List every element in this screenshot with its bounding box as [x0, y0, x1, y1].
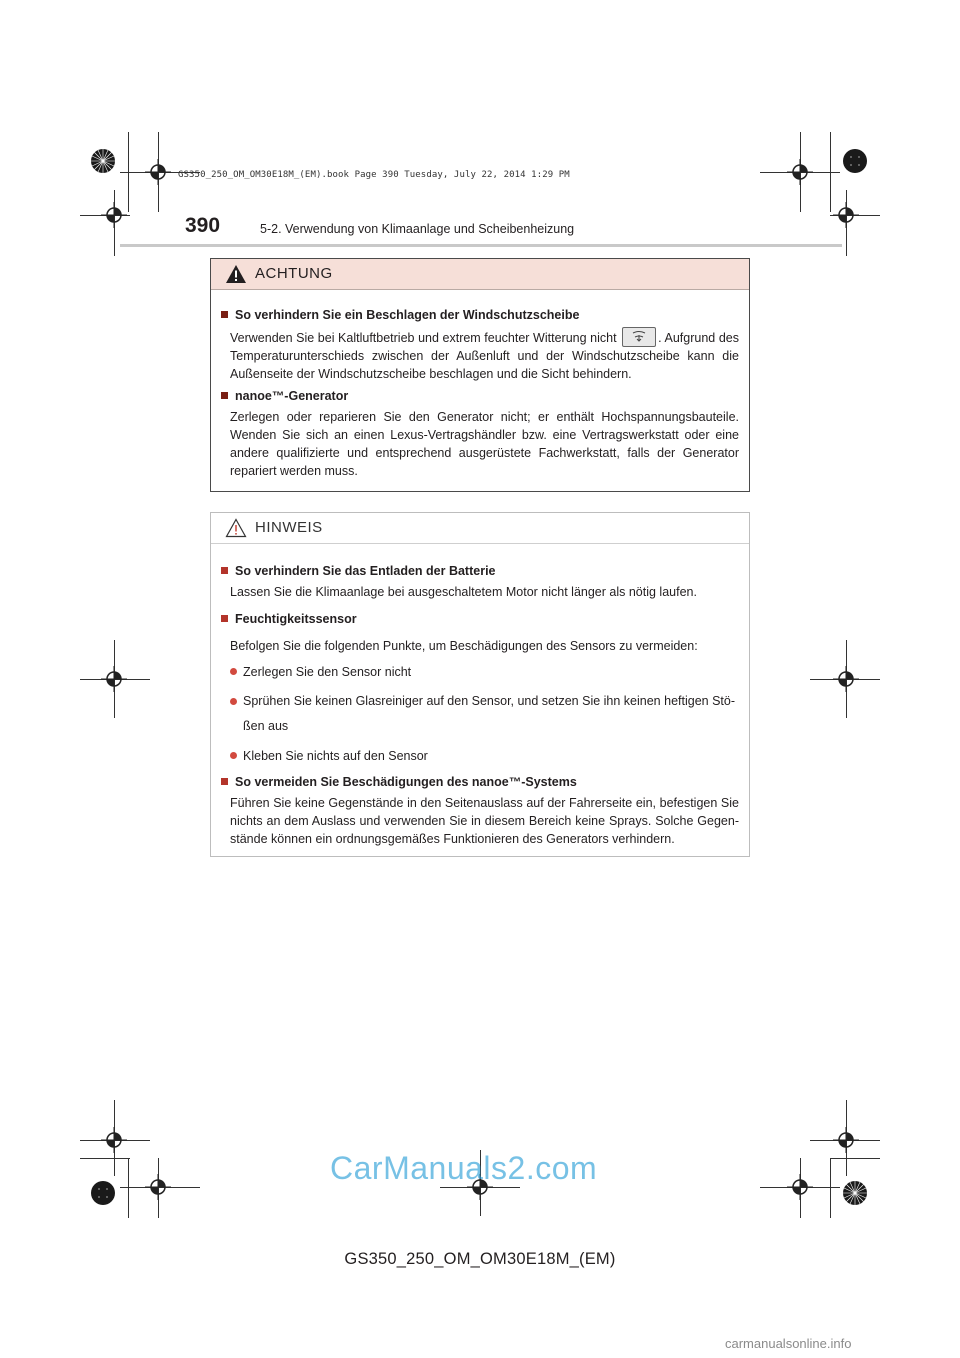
square-bullet-icon [221, 615, 228, 622]
round-bullet-icon [230, 698, 237, 705]
warning-label: ACHTUNG [255, 265, 333, 282]
dot-target-icon [842, 148, 868, 174]
warning-item-title: nanoe™-Generator [221, 387, 739, 405]
registration-mark-icon [101, 202, 127, 228]
notice-item-text: Lassen Sie die Klimaanlage bei ausgeschaltetem Motor nicht länger als nötig laufen. [230, 585, 697, 599]
notice-box [210, 512, 750, 857]
page-number: 390 [185, 214, 221, 237]
notice-item-title: So vermeiden Sie Beschädigungen des nanoe™-Systems [221, 773, 739, 791]
warning-triangle-icon [225, 264, 247, 284]
round-bullet-icon [230, 752, 237, 759]
square-bullet-icon [221, 392, 228, 399]
warning-content [211, 290, 749, 480]
star-target-icon [842, 1180, 868, 1206]
warning-item-text: Zerlegen oder reparieren Sie den Generator nicht; er enthält Hochspannungsbauteile. Wenden Sie sich an einen Lexus-Vertragshändler bzw. eine Vertragswerkstatt oder eine andere qualifizierte und entsprechend ausgerüstete Fachwerkstatt, falls der Generator repariert werden muss. [230, 410, 739, 478]
dot-target-icon [90, 1180, 116, 1206]
square-bullet-icon [221, 778, 228, 785]
notice-item-text: Führen Sie keine Gegenstände in den Seitenauslass auf der Fahrerseite ein, befestigen Sie nichts an dem Auslass und verwenden Sie in diesem Bereich keine Sprays. Solche Gegen-stände können ein ordnungsgemäßes Funktionieren des Generators verhindern. [230, 796, 739, 846]
registration-mark-icon [833, 1127, 859, 1153]
registration-mark-icon [101, 1127, 127, 1153]
windshield-defogger-button-icon [622, 327, 656, 347]
notice-item-text: Befolgen Sie die folgenden Punkte, um Beschädigungen des Sensors zu vermeiden: [230, 639, 698, 653]
list-item: Sprühen Sie keinen Glasreiniger auf den Sensor, und setzen Sie ihn keinen heftigen Stö-ßen aus [221, 689, 739, 739]
square-bullet-icon [221, 311, 228, 318]
book-info-line: GS350_250_OM_OM30E18M_(EM).book Page 390 Tuesday, July 22, 2014 1:29 PM [178, 170, 570, 180]
registration-mark-icon [101, 666, 127, 692]
footer-document-code: GS350_250_OM_OM30E18M_(EM) [344, 1250, 616, 1268]
notice-item-title: Feuchtigkeitssensor [221, 610, 739, 628]
registration-mark-icon [787, 1174, 813, 1200]
notice-header [211, 513, 749, 544]
section-title: 5-2. Verwendung von Klimaanlage und Scheibenheizung [260, 222, 575, 236]
registration-mark-icon [833, 202, 859, 228]
round-bullet-icon [230, 668, 237, 675]
star-target-icon [90, 148, 116, 174]
warning-header [211, 259, 749, 290]
square-bullet-icon [221, 567, 228, 574]
list-item: Zerlegen Sie den Sensor nicht [221, 663, 739, 681]
warning-item-text: Verwenden Sie bei Kaltluftbetrieb und extrem feuchter Witterung nicht . Aufgrund des Temperaturunterschieds zwischen der Außenluft und der Windschutzscheibe kann die Außenseite der Windschutzscheibe beschlagen und die Sicht behindern. [221, 327, 739, 383]
registration-mark-icon [833, 666, 859, 692]
notice-content [211, 544, 749, 848]
caution-triangle-outline-icon [225, 518, 247, 538]
registration-mark-icon [787, 159, 813, 185]
list-item: Kleben Sie nichts auf den Sensor [221, 747, 739, 765]
warning-item-title: So verhindern Sie ein Beschlagen der Windschutzscheibe [221, 306, 739, 324]
registration-mark-icon [145, 159, 171, 185]
notice-item-title: So verhindern Sie das Entladen der Batterie [221, 562, 739, 580]
notice-label: HINWEIS [255, 519, 323, 536]
header-divider [120, 244, 842, 247]
watermark-carmanualsonline: carmanualsonline.info [725, 1336, 852, 1351]
registration-mark-icon [145, 1174, 171, 1200]
watermark-carmanuals2: CarManuals2.com [330, 1150, 598, 1186]
warning-box [210, 258, 750, 492]
